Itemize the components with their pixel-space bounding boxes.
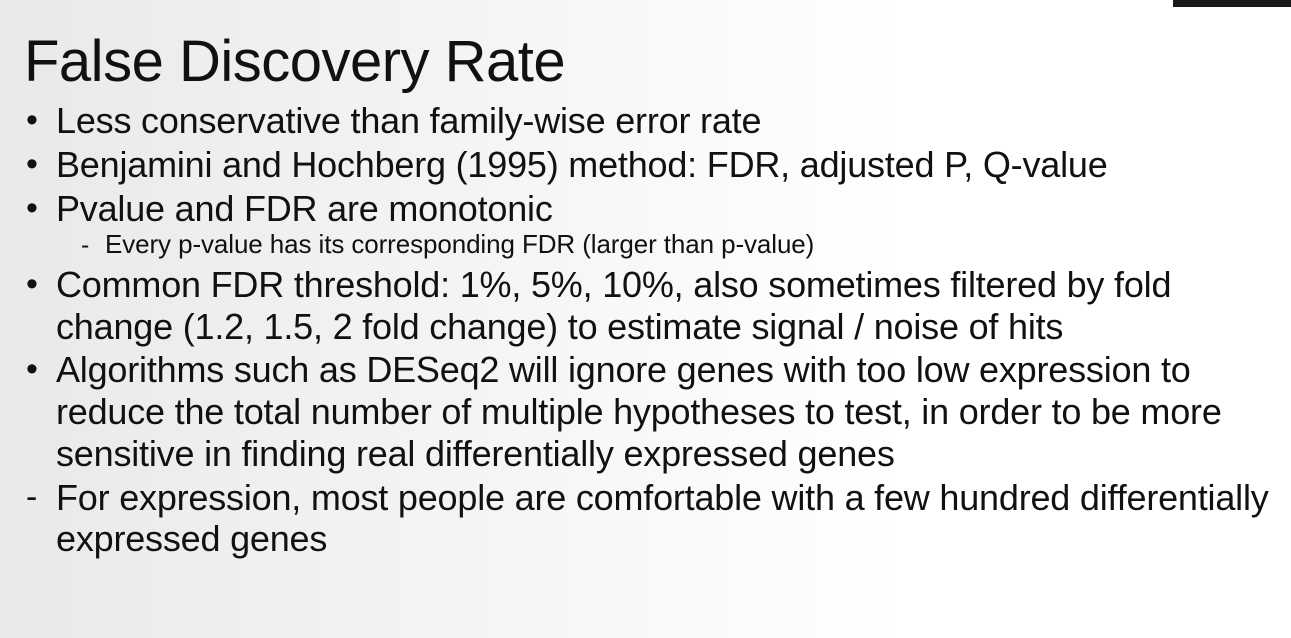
- list-item: [26, 188, 1276, 230]
- list-item-text: Benjamini and Hochberg (1995) method: FDR, adjusted P, Q-value: [56, 143, 1108, 185]
- bullet-marker-icon: •: [26, 144, 38, 183]
- dash-marker-icon: -: [26, 477, 38, 516]
- page-title: False Discovery Rate: [24, 28, 566, 94]
- bullet-marker-icon: •: [26, 101, 38, 139]
- list-item-text: For expression, most people are comfortable with a few hundred differentially expressed genes: [56, 476, 1269, 560]
- bullet-list: [26, 100, 1276, 562]
- list-item: [26, 144, 1276, 186]
- list-item-text: Algorithms such as DESeq2 will ignore genes with too low expression to reduce the total number of multiple hypotheses to test, in order to be more sensitive in finding real differentially expressed genes: [56, 349, 1222, 474]
- list-item: [26, 477, 1276, 561]
- dash-marker-icon: -: [81, 231, 90, 260]
- list-item: [26, 264, 1276, 348]
- list-item-text: Pvalue and FDR are monotonic: [56, 187, 553, 229]
- list-item: [26, 100, 1276, 142]
- top-right-rule: [1173, 0, 1291, 7]
- bullet-marker-icon: •: [26, 350, 38, 389]
- list-item-text: Common FDR threshold: 1%, 5%, 10%, also sometimes filtered by fold change (1.2, 1.5, 2 fold change) to estimate signal / noise of hits: [56, 263, 1172, 347]
- bullet-marker-icon: •: [26, 188, 38, 227]
- list-item-text: Less conservative than family-wise error rate: [56, 100, 762, 141]
- bullet-marker-icon: •: [26, 264, 38, 303]
- list-item: [26, 349, 1276, 474]
- sub-list-item: [26, 229, 1276, 262]
- sub-list-item-text: Every p-value has its corresponding FDR (larger than p-value): [105, 229, 815, 260]
